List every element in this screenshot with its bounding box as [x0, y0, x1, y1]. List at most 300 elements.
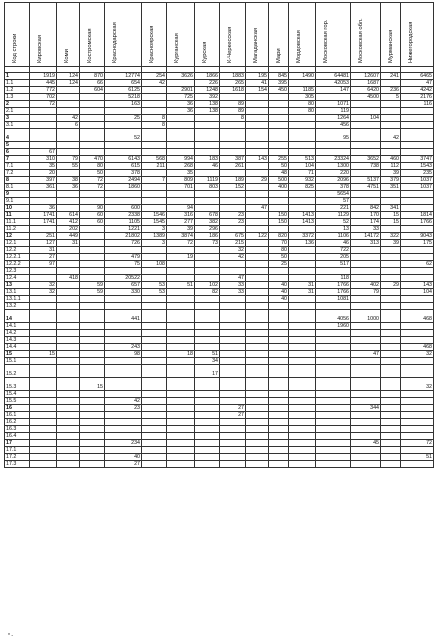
table-cell: 53 — [142, 282, 167, 289]
table-cell — [289, 419, 316, 426]
table-cell — [57, 365, 80, 378]
table-cell — [351, 254, 381, 261]
table-cell: 820 — [269, 233, 289, 240]
column-header — [401, 3, 434, 67]
table-cell: 20522 — [105, 275, 142, 282]
table-cell — [80, 310, 105, 323]
table-cell — [105, 419, 142, 426]
table-cell — [80, 261, 105, 268]
table-cell — [142, 142, 167, 149]
table-cell — [269, 358, 289, 365]
table-cell — [105, 247, 142, 254]
table-cell: 36 — [167, 101, 195, 108]
table-cell: 40 — [105, 454, 142, 461]
table-cell — [220, 351, 246, 358]
column-header — [269, 3, 289, 67]
table-cell — [142, 184, 167, 191]
table-cell — [142, 365, 167, 378]
table-cell: 12607 — [351, 73, 381, 80]
table-cell — [57, 358, 80, 365]
table-cell: 104 — [401, 289, 434, 296]
table-cell — [381, 275, 401, 282]
table-cell: 296 — [195, 226, 220, 233]
table-cell — [220, 94, 246, 101]
table-cell — [246, 240, 269, 247]
table-cell: 351 — [381, 184, 401, 191]
table-cell: 379 — [381, 177, 401, 184]
row-code: 13.2 — [5, 303, 30, 310]
table-cell — [246, 426, 269, 433]
table-cell — [246, 398, 269, 405]
table-cell — [246, 129, 269, 142]
table-cell — [351, 358, 381, 365]
table-cell: 330 — [105, 289, 142, 296]
table-cell — [30, 433, 57, 440]
table-cell — [30, 405, 57, 412]
table-cell — [381, 254, 401, 261]
table-cell — [80, 433, 105, 440]
table-row — [5, 426, 434, 433]
table-cell — [30, 330, 57, 337]
table-cell — [57, 296, 80, 303]
table-cell — [351, 198, 381, 205]
table-cell — [220, 191, 246, 198]
table-cell: 738 — [351, 163, 381, 170]
table-cell — [220, 358, 246, 365]
table-cell — [289, 205, 316, 212]
table-cell — [142, 129, 167, 142]
table-cell: 1000 — [351, 310, 381, 323]
table-cell: 59 — [80, 289, 105, 296]
column-header — [57, 3, 80, 67]
table-cell — [246, 365, 269, 378]
table-cell — [381, 289, 401, 296]
table-cell — [142, 426, 167, 433]
table-cell: 51 — [167, 282, 195, 289]
table-cell: 202 — [57, 226, 80, 233]
table-cell — [246, 108, 269, 115]
table-cell: 1883 — [220, 73, 246, 80]
table-cell — [57, 344, 80, 351]
table-cell: 725 — [167, 94, 195, 101]
table-cell: 604 — [80, 87, 105, 94]
table-cell — [220, 310, 246, 323]
table-cell — [80, 198, 105, 205]
table-cell: 32 — [30, 289, 57, 296]
table-cell — [351, 303, 381, 310]
column-header-label: Краснодарская — [112, 22, 118, 63]
table-cell — [142, 419, 167, 426]
table-cell — [30, 454, 57, 461]
table-cell — [381, 454, 401, 461]
table-cell — [195, 440, 220, 447]
table-cell: 1129 — [316, 212, 351, 219]
row-code: 2.1 — [5, 108, 30, 115]
table-cell: 1300 — [316, 163, 351, 170]
table-row — [5, 440, 434, 447]
table-cell — [195, 247, 220, 254]
table-cell: 3372 — [289, 233, 316, 240]
table-cell — [167, 426, 195, 433]
table-cell — [289, 268, 316, 275]
table-cell — [142, 149, 167, 156]
table-cell — [401, 337, 434, 344]
table-cell: 138 — [195, 101, 220, 108]
table-cell — [142, 351, 167, 358]
table-cell — [142, 191, 167, 198]
table-cell — [30, 303, 57, 310]
row-code: 9 — [5, 191, 30, 198]
table-cell — [289, 391, 316, 398]
row-code: 16.4 — [5, 433, 30, 440]
table-cell: 80 — [80, 163, 105, 170]
table-cell: 57 — [316, 198, 351, 205]
column-header — [316, 3, 351, 67]
table-row — [5, 344, 434, 351]
table-cell: 316 — [167, 212, 195, 219]
table-cell — [105, 412, 142, 419]
table-cell: 48 — [269, 170, 289, 177]
table-cell — [57, 419, 80, 426]
table-cell — [269, 405, 289, 412]
table-cell — [80, 398, 105, 405]
table-cell — [57, 440, 80, 447]
table-cell: 79 — [57, 156, 80, 163]
table-cell — [381, 412, 401, 419]
table-cell — [142, 170, 167, 177]
table-cell — [57, 87, 80, 94]
row-code: 15.1 — [5, 358, 30, 365]
table-cell: 277 — [167, 219, 195, 226]
table-cell — [57, 149, 80, 156]
table-cell: 211 — [142, 163, 167, 170]
table-cell — [142, 391, 167, 398]
table-cell — [80, 94, 105, 101]
table-cell: 1037 — [401, 177, 434, 184]
table-cell — [80, 344, 105, 351]
table-cell: 1389 — [142, 233, 167, 240]
table-cell — [246, 447, 269, 454]
table-cell — [246, 198, 269, 205]
table-cell — [167, 330, 195, 337]
table-row — [5, 254, 434, 261]
table-cell — [30, 337, 57, 344]
table-cell — [195, 198, 220, 205]
table-cell: 170 — [351, 212, 381, 219]
table-cell — [401, 303, 434, 310]
table-cell — [167, 191, 195, 198]
table-cell: 127 — [30, 240, 57, 247]
row-code: 14 — [5, 310, 30, 323]
table-cell — [220, 391, 246, 398]
table-cell — [269, 365, 289, 378]
table-cell — [142, 303, 167, 310]
row-code: 13.1 — [5, 289, 30, 296]
table-row — [5, 115, 434, 122]
table-cell — [246, 330, 269, 337]
table-cell — [80, 461, 105, 468]
table-cell: 722 — [316, 247, 351, 254]
table-cell — [105, 426, 142, 433]
table-cell — [246, 275, 269, 282]
table-cell: 221 — [316, 205, 351, 212]
table-cell — [269, 198, 289, 205]
table-row — [5, 87, 434, 94]
table-cell: 1185 — [289, 87, 316, 94]
table-cell — [246, 454, 269, 461]
row-code: 10 — [5, 205, 30, 212]
table-cell: 32 — [220, 247, 246, 254]
table-cell — [220, 419, 246, 426]
table-row — [5, 247, 434, 254]
table-cell — [195, 461, 220, 468]
table-cell — [30, 461, 57, 468]
table-cell — [57, 282, 80, 289]
table-cell: 47 — [246, 205, 269, 212]
table-cell — [351, 344, 381, 351]
table-cell: 378 — [105, 170, 142, 177]
table-cell: 32 — [401, 351, 434, 358]
table-cell — [381, 101, 401, 108]
table-row — [5, 122, 434, 129]
table-cell: 23 — [220, 219, 246, 226]
table-cell — [142, 108, 167, 115]
table-cell: 456 — [316, 122, 351, 129]
table-cell — [195, 412, 220, 419]
table-cell: 95 — [316, 129, 351, 142]
table-cell — [80, 142, 105, 149]
table-cell — [195, 433, 220, 440]
table-cell: 55 — [57, 163, 80, 170]
table-cell — [289, 129, 316, 142]
table-cell — [316, 426, 351, 433]
table-cell — [167, 80, 195, 87]
table-cell — [195, 337, 220, 344]
table-cell: 19 — [167, 254, 195, 261]
table-cell: 568 — [142, 156, 167, 163]
table-cell — [246, 351, 269, 358]
table-cell — [142, 358, 167, 365]
table-cell — [316, 378, 351, 391]
table-cell: 236 — [381, 87, 401, 94]
table-cell — [351, 170, 381, 177]
table-cell — [167, 365, 195, 378]
table-cell — [269, 226, 289, 233]
table-cell: 36 — [30, 205, 57, 212]
table-cell — [142, 447, 167, 454]
column-header-label: К-Черкесская — [227, 26, 233, 63]
table-cell — [401, 433, 434, 440]
table-cell — [381, 405, 401, 412]
table-cell — [289, 275, 316, 282]
table-cell — [246, 101, 269, 108]
header-row — [5, 3, 434, 67]
table-cell — [289, 426, 316, 433]
table-row — [5, 447, 434, 454]
table-cell: 27 — [105, 461, 142, 468]
table-cell — [195, 426, 220, 433]
row-code: 3 — [5, 115, 30, 122]
table-row — [5, 296, 434, 303]
table-cell — [167, 296, 195, 303]
table-cell: 251 — [30, 233, 57, 240]
table-cell — [195, 398, 220, 405]
column-header — [220, 3, 246, 67]
table-cell — [381, 447, 401, 454]
table-cell — [195, 303, 220, 310]
table-cell — [57, 351, 80, 358]
table-cell: 150 — [269, 212, 289, 219]
table-cell — [80, 447, 105, 454]
table-cell — [167, 261, 195, 268]
table-cell: 2096 — [316, 177, 351, 184]
table-cell — [30, 275, 57, 282]
table-cell: 12774 — [105, 73, 142, 80]
table-cell — [167, 275, 195, 282]
table-cell: 42 — [381, 129, 401, 142]
table-cell — [142, 398, 167, 405]
table-cell — [167, 358, 195, 365]
table-cell — [57, 191, 80, 198]
row-code: 12.2.1 — [5, 254, 30, 261]
table-row — [5, 323, 434, 330]
table-cell — [80, 405, 105, 412]
table-cell: 513 — [289, 156, 316, 163]
table-row — [5, 365, 434, 378]
table-cell: 35 — [167, 170, 195, 177]
table-cell — [401, 108, 434, 115]
table-cell: 119 — [316, 108, 351, 115]
table-cell: 1860 — [105, 184, 142, 191]
table-cell — [246, 219, 269, 226]
table-cell — [220, 268, 246, 275]
table-cell: 1741 — [30, 219, 57, 226]
table-cell: 205 — [316, 254, 351, 261]
table-cell — [289, 378, 316, 391]
table-cell — [351, 447, 381, 454]
table-cell: 29 — [381, 282, 401, 289]
table-cell: 4751 — [351, 184, 381, 191]
table-cell: 1490 — [289, 73, 316, 80]
table-cell — [220, 205, 246, 212]
table-cell — [80, 365, 105, 378]
table-cell: 195 — [246, 73, 269, 80]
table-cell: 4056 — [316, 310, 351, 323]
table-cell — [142, 323, 167, 330]
table-cell — [195, 122, 220, 129]
table-cell: 147 — [316, 87, 351, 94]
table-cell: 614 — [57, 212, 80, 219]
table-cell — [269, 205, 289, 212]
table-row — [5, 391, 434, 398]
table-cell: 3626 — [167, 73, 195, 80]
table-cell — [401, 365, 434, 378]
table-row — [5, 358, 434, 365]
table-cell — [105, 191, 142, 198]
table-cell — [269, 101, 289, 108]
table-cell: 72 — [80, 184, 105, 191]
table-cell: 70 — [269, 240, 289, 247]
table-cell — [167, 461, 195, 468]
table-cell: 1766 — [316, 282, 351, 289]
table-cell — [246, 391, 269, 398]
table-cell — [167, 129, 195, 142]
table-cell — [105, 337, 142, 344]
table-cell — [246, 247, 269, 254]
table-cell — [142, 94, 167, 101]
table-cell: 36 — [57, 184, 80, 191]
table-cell: 678 — [195, 212, 220, 219]
table-cell: 150 — [269, 219, 289, 226]
table-cell: 809 — [167, 177, 195, 184]
table-cell — [289, 398, 316, 405]
table-cell — [167, 344, 195, 351]
row-code: 7.1 — [5, 163, 30, 170]
table-row — [5, 303, 434, 310]
table-cell — [80, 337, 105, 344]
table-cell: 517 — [316, 261, 351, 268]
row-code: 17.3 — [5, 461, 30, 468]
table-cell — [269, 303, 289, 310]
row-code: 13 — [5, 282, 30, 289]
table-cell — [30, 344, 57, 351]
table-cell — [289, 433, 316, 440]
table-cell — [80, 233, 105, 240]
table-cell — [401, 419, 434, 426]
table-cell: 21802 — [105, 233, 142, 240]
table-cell — [289, 261, 316, 268]
table-cell — [57, 261, 80, 268]
table-cell: 82 — [195, 289, 220, 296]
table-cell — [220, 122, 246, 129]
table-cell: 215 — [220, 240, 246, 247]
row-code: 11.2 — [5, 226, 30, 233]
table-cell — [220, 226, 246, 233]
table-cell: 1741 — [30, 212, 57, 219]
table-cell: 175 — [401, 240, 434, 247]
table-cell — [246, 344, 269, 351]
table-cell: 41 — [246, 80, 269, 87]
table-row — [5, 282, 434, 289]
table-cell — [220, 261, 246, 268]
table-cell — [269, 447, 289, 454]
table-cell — [167, 433, 195, 440]
table-cell: 80 — [289, 101, 316, 108]
table-cell — [289, 122, 316, 129]
table-cell: 35 — [30, 163, 57, 170]
table-cell: 1248 — [195, 87, 220, 94]
table-cell — [105, 433, 142, 440]
table-cell: 234 — [105, 440, 142, 447]
table-cell — [269, 330, 289, 337]
table-cell: 25 — [105, 115, 142, 122]
table-cell: 51 — [401, 454, 434, 461]
table-row — [5, 177, 434, 184]
table-row — [5, 101, 434, 108]
table-cell — [351, 108, 381, 115]
table-row — [5, 405, 434, 412]
table-cell — [316, 337, 351, 344]
table-cell — [167, 268, 195, 275]
table-cell — [57, 433, 80, 440]
table-cell — [289, 191, 316, 198]
row-code: 15 — [5, 351, 30, 358]
table-cell — [57, 170, 80, 177]
table-cell — [57, 426, 80, 433]
table-cell — [220, 447, 246, 454]
table-cell: 112 — [381, 163, 401, 170]
table-cell: 104 — [289, 163, 316, 170]
